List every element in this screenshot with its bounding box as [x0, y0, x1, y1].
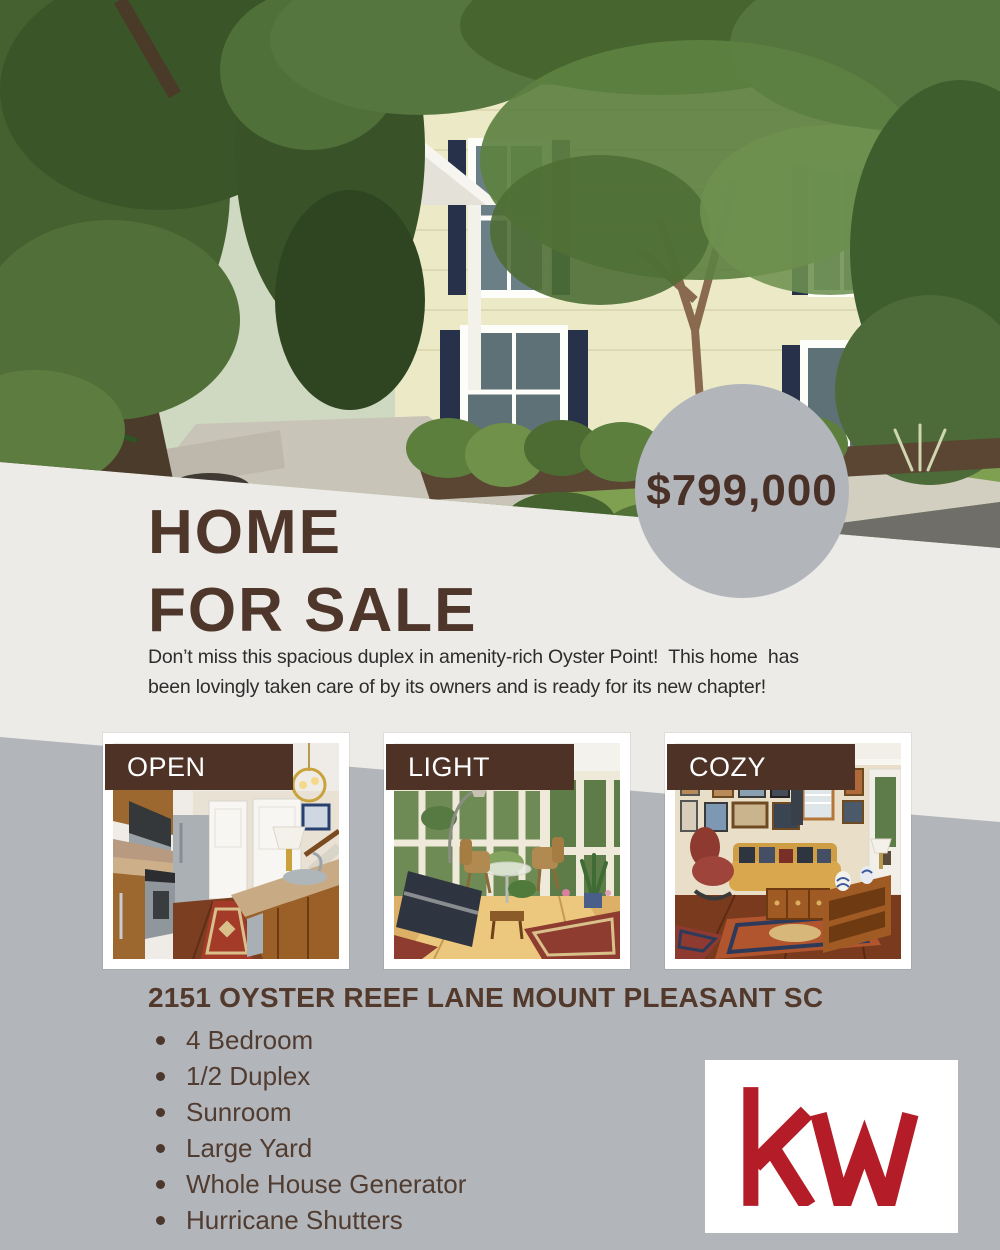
headline	[148, 494, 477, 650]
feature-item	[148, 1094, 466, 1130]
feature-text: Sunroom	[186, 1097, 292, 1127]
feature-text: 1/2 Duplex	[186, 1061, 311, 1091]
bullet-icon	[156, 1072, 165, 1081]
house-exterior-illustration	[0, 0, 1000, 560]
feature-text: 4 Bedroom	[186, 1025, 314, 1055]
bullet-icon	[156, 1216, 165, 1225]
headline-line-1: HOME	[148, 498, 342, 567]
photo-label-cozy: COZY	[667, 744, 855, 790]
photo-label-open: OPEN	[105, 744, 293, 790]
feature-text: Hurricane Shutters	[186, 1205, 403, 1235]
kw-logo	[737, 1087, 927, 1206]
description-line-2: been lovingly taken care of by its owners and is ready for its new chapter!	[148, 676, 766, 698]
property-address: 2151 OYSTER REEF LANE MOUNT PLEASANT SC	[148, 982, 824, 1013]
price-badge	[635, 384, 849, 598]
feature-list	[148, 1022, 466, 1238]
bullet-icon	[156, 1108, 165, 1117]
photo-card-light	[384, 733, 630, 969]
bullet-icon	[156, 1036, 165, 1045]
photo-card-cozy	[665, 733, 911, 969]
photo-label-light: LIGHT	[386, 744, 574, 790]
feature-item	[148, 1202, 466, 1238]
feature-item	[148, 1130, 466, 1166]
bullet-icon	[156, 1180, 165, 1189]
feature-text: Whole House Generator	[186, 1169, 467, 1199]
description	[148, 642, 799, 702]
bullet-icon	[156, 1144, 165, 1153]
description-line-1: Don’t miss this spacious duplex in amenity-rich Oyster Point! This home has	[148, 646, 799, 668]
house-exterior-photo	[0, 0, 1000, 560]
photo-card-open	[103, 733, 349, 969]
feature-text: Large Yard	[186, 1133, 313, 1163]
feature-item	[148, 1058, 466, 1094]
keller-williams-logo-box	[705, 1060, 958, 1233]
feature-item	[148, 1166, 466, 1202]
feature-item	[148, 1022, 466, 1058]
sofa	[729, 843, 841, 891]
price-text: $799,000	[646, 466, 838, 515]
headline-line-2: FOR SALE	[148, 576, 478, 645]
